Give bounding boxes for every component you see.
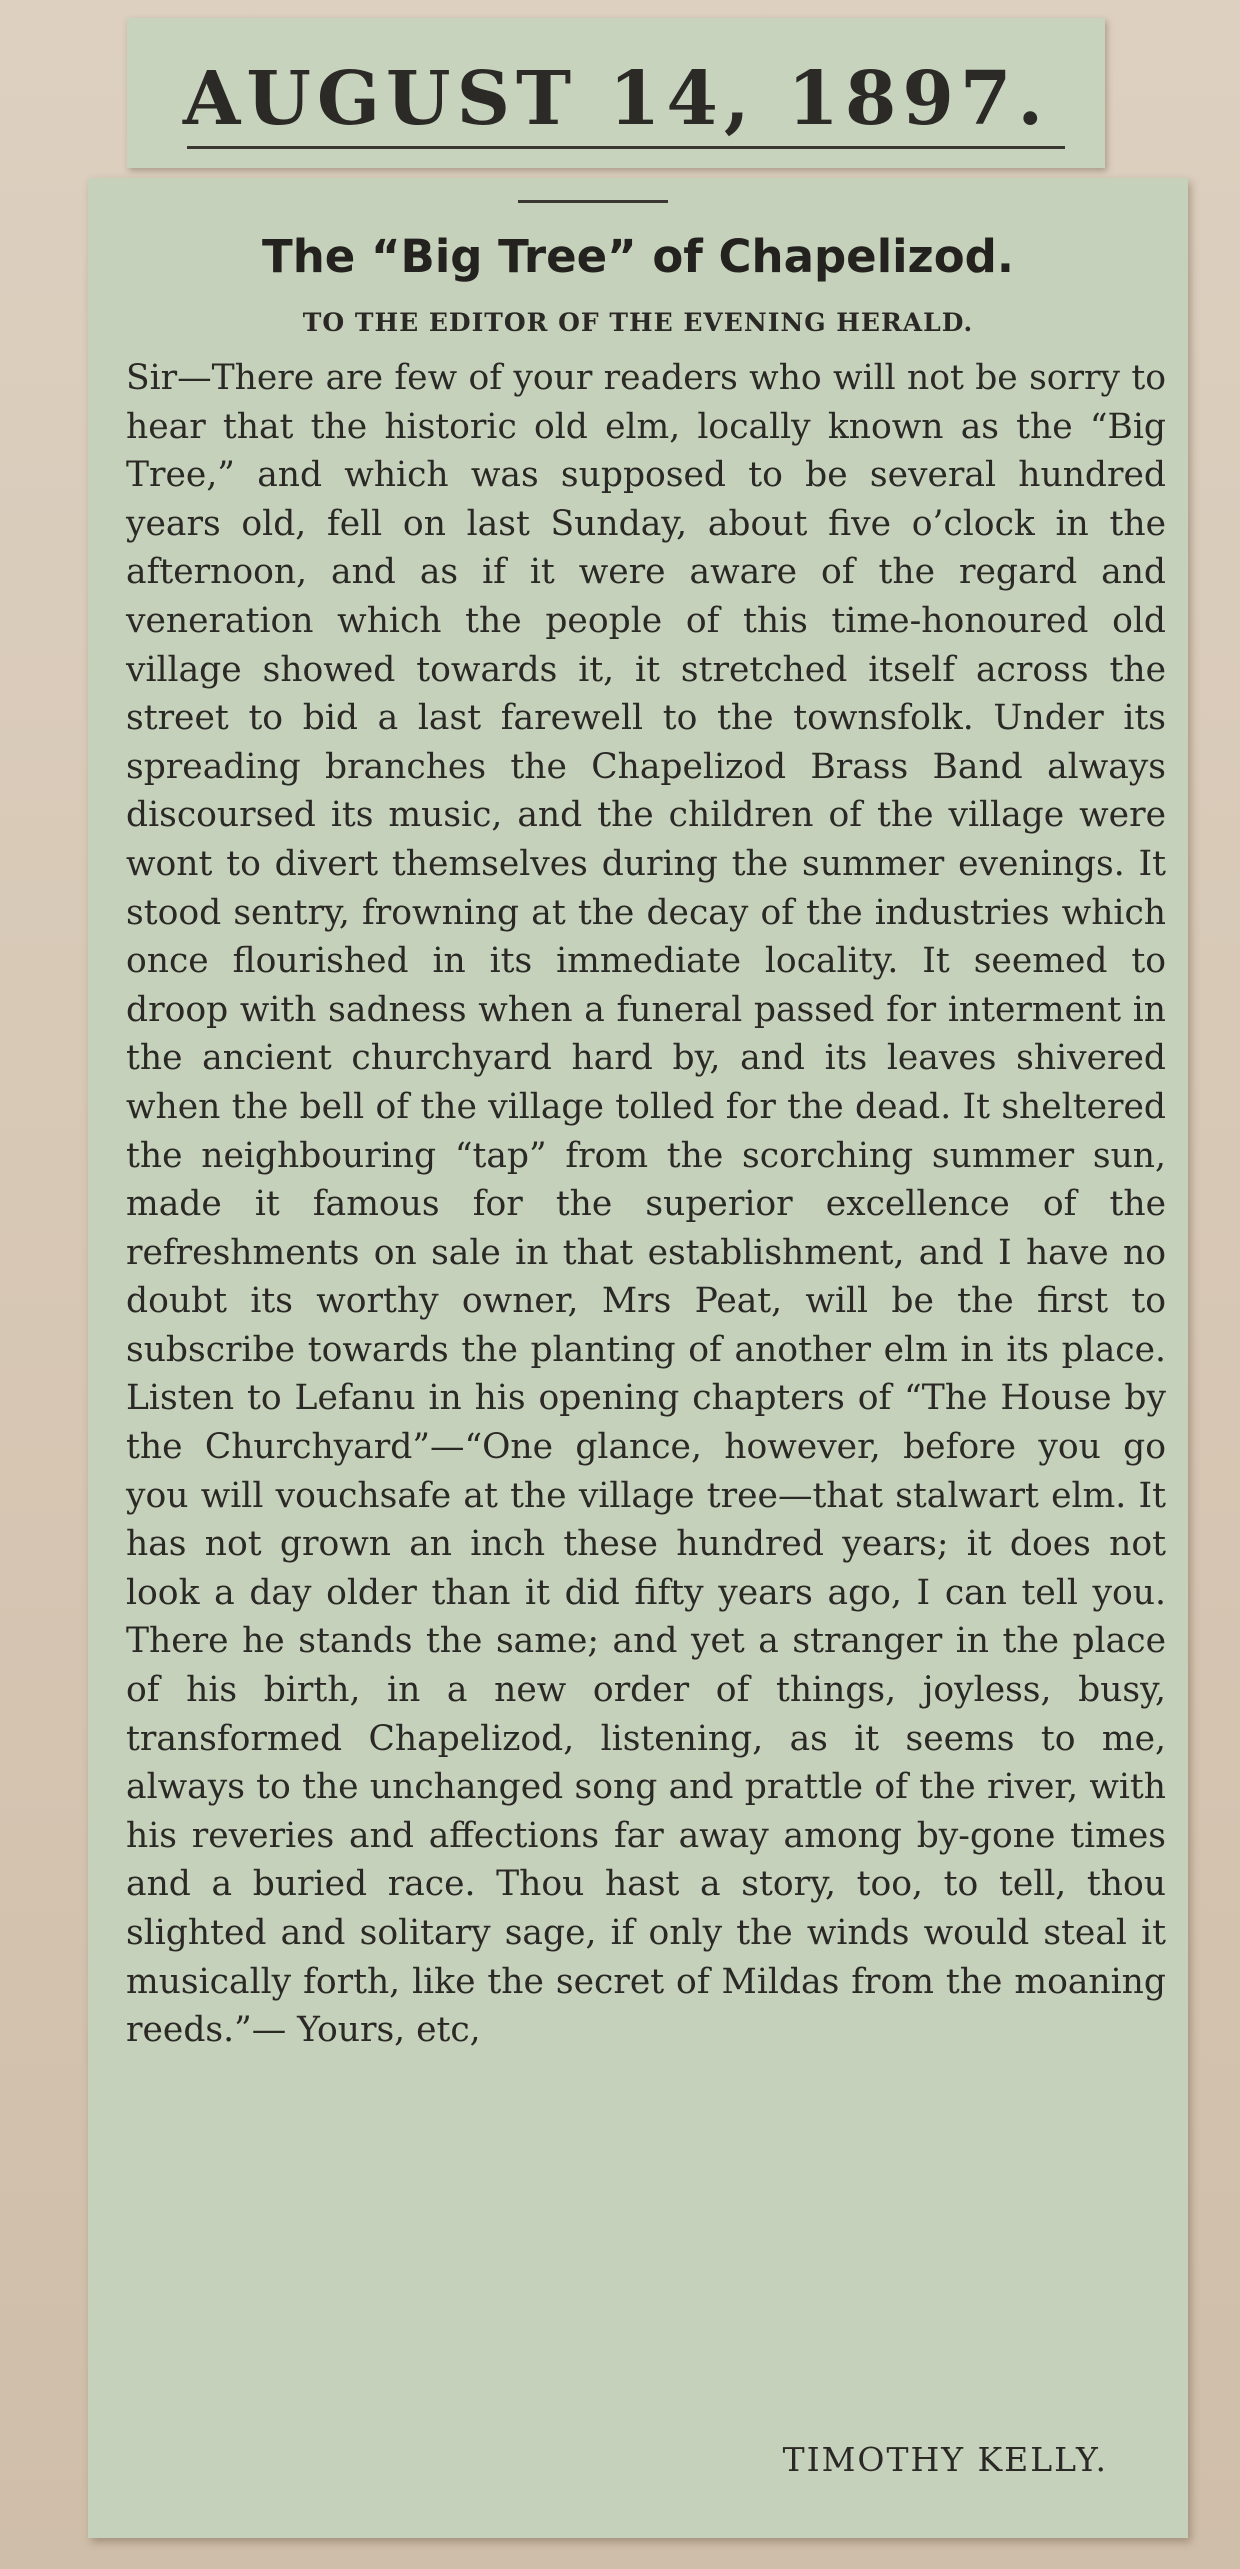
date-clipping [127,18,1105,168]
letter-body: Sir—There are few of your readers who will not be sorry to hear that the historic old elm, locally known as the “Big Tree,” and which was supposed to be several hundred years old, fell on last Sunday, about five o’clock in the afternoon, and as if it were aware of the regard and veneration which the people of this time-honoured old village showed towards it, it stretched itself across the street to bid a last farewell to the townsfolk. Under its spreading branches the Chapelizod Brass Band always discoursed its music, and the children of the village were wont to divert themselves during the summer evenings. It stood sentry, frowning at the decay of the industries which once flourished in its immediate locality. It seemed to droop with sadness when a funeral passed for interment in the ancient churchyard hard by, and its leaves shivered when the bell of the village tolled for the dead. It sheltered the neighbouring “tap” from the scorching summer sun, made it famous for the superior excellence of the refreshments on sale in that establishment, and I have no doubt its worthy owner, Mrs Peat, will be the first to subscribe towards the planting of another elm in its place. Listen to Lefanu in his opening chapters of “The House by the Churchyard”—“One glance, however, before you go you will vouchsafe at the village tree—that stalwart elm. It has not grown an inch these hundred years; it does not look a day older than it did fifty years ago, I can tell you. There he stands the same; and yet a stranger in the place of his birth, in a new order of things, joyless, busy, transformed Chapelizod, listening, as it seems to me, always to the unchanged song and prattle of the river, with his reveries and affections far away among by-gone times and a buried race. Thou hast a story, too, to tell, thou slighted and solitary sage, if only the winds would steal it musically forth, like the secret of Mildas from the moaning reeds.”— Yours, etc, [126,358,1166,2051]
to-editor-line: TO THE EDITOR OF THE EVENING HERALD. [302,308,974,337]
date-header: AUGUST 14, 1897. [182,56,1050,142]
article-clipping [88,178,1188,2538]
date-underline [187,146,1065,149]
headline: The “Big Tree” of Chapelizod. [262,230,1014,283]
signature: TIMOTHY KELLY. [782,2440,1108,2479]
top-rule [518,200,668,203]
